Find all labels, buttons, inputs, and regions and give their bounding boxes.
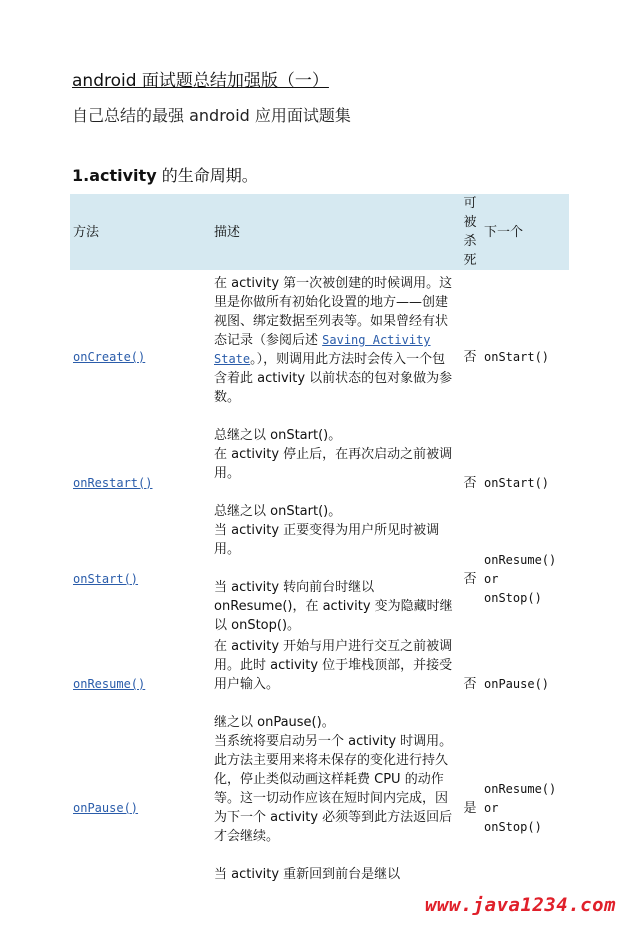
- section-heading: [72, 163, 258, 186]
- lifecycle-table: [70, 194, 569, 884]
- method-link-onpause[interactable]: onPause(): [73, 800, 139, 815]
- next-cell: [481, 445, 569, 521]
- table-row: [70, 270, 569, 445]
- next-method: onResume(): [484, 781, 557, 796]
- desc-text: 当 activity 正要变得为用户所见时被调用。: [214, 523, 440, 557]
- desc-text: 在 activity 停止后，在再次启动之前被调用。: [214, 447, 453, 481]
- document-subtitle: 自己总结的最强 android 应用面试题集: [72, 106, 351, 125]
- next-or: or: [484, 571, 499, 586]
- next-method: onStart(): [484, 350, 550, 364]
- method-cell: [70, 732, 211, 884]
- method-link-onresume[interactable]: onResume(): [73, 677, 146, 691]
- next-cell: [481, 732, 569, 884]
- killable-cell: 否: [463, 677, 477, 692]
- desc-text: 在 activity 第一次被创建的时候调用。这里是你做所有初始化设置的地方——创建视图、绑定数据至列表等。如果曾经有状态记录（参阅后述: [214, 276, 453, 348]
- table-row: [70, 521, 569, 637]
- watermark-logo: www.java1234.com: [424, 894, 616, 916]
- desc-cell: [211, 637, 459, 732]
- method-link-onstart[interactable]: onStart(): [73, 571, 139, 586]
- method-cell: [70, 445, 211, 521]
- document-title: android 面试题总结加强版（一）: [72, 71, 329, 91]
- desc-text: 。），则调用此方法时会传入一个包含着此 activity 以前状态的包对象做为参数。: [214, 352, 453, 405]
- next-cell: [481, 521, 569, 637]
- header-desc: 描述: [211, 194, 459, 270]
- header-killable: 可被杀死: [459, 194, 481, 270]
- saving-state-link[interactable]: Saving Activity State: [214, 333, 431, 366]
- next-method: onResume(): [484, 552, 557, 567]
- table-row: [70, 732, 569, 884]
- method-cell: [70, 637, 211, 732]
- next-or: or: [484, 800, 499, 815]
- header-next: 下一个: [481, 194, 569, 270]
- section-heading-text: 的生命周期。: [156, 166, 258, 185]
- desc-text: 当系统将要启动另一个 activity 时调用。此方法主要用来将未保存的变化进行持久化，停止类似动画这样耗费 CPU 的动作等。这一切动作应该在短时间内完成，因为下一个 activity 必须等到此方法返回后才会继续。: [214, 734, 453, 844]
- next-method: onPause(): [484, 677, 550, 691]
- method-cell: [70, 270, 211, 445]
- method-cell: [70, 521, 211, 637]
- table-row: [70, 445, 569, 521]
- next-cell: [481, 270, 569, 445]
- desc-cell: [211, 270, 459, 445]
- next-method: onStop(): [484, 590, 542, 605]
- desc-text: 在 activity 开始与用户进行交互之前被调用。此时 activity 位于堆栈顶部，并接受用户输入。: [214, 639, 453, 692]
- killable-cell: 是: [463, 800, 477, 816]
- section-number: 1.activity: [72, 166, 157, 185]
- desc-followup: 当 activity 重新回到前台是继以: [214, 867, 401, 882]
- header-method: 方法: [70, 194, 211, 270]
- table-row: [70, 637, 569, 732]
- method-link-oncreate[interactable]: onCreate(): [73, 350, 146, 364]
- desc-followup: 继之以 onPause()。: [214, 715, 335, 730]
- next-method: onStop(): [484, 819, 542, 834]
- desc-cell: [211, 445, 459, 521]
- next-method: onStart(): [484, 475, 550, 490]
- desc-cell: [211, 521, 459, 637]
- table-header-row: [70, 194, 569, 270]
- killable-cell: 否: [463, 350, 477, 365]
- killable-cell: 否: [463, 475, 477, 491]
- next-cell: [481, 637, 569, 732]
- desc-cell: [211, 732, 459, 884]
- killable-cell: 否: [463, 571, 477, 587]
- desc-followup: 总继之以 onStart()。: [214, 428, 342, 443]
- desc-followup: 当 activity 转向前台时继以 onResume()，在 activity 变为隐藏时继以 onStop()。: [214, 580, 453, 633]
- desc-followup: 总继之以 onStart()。: [214, 504, 342, 519]
- method-link-onrestart[interactable]: onRestart(): [73, 475, 153, 490]
